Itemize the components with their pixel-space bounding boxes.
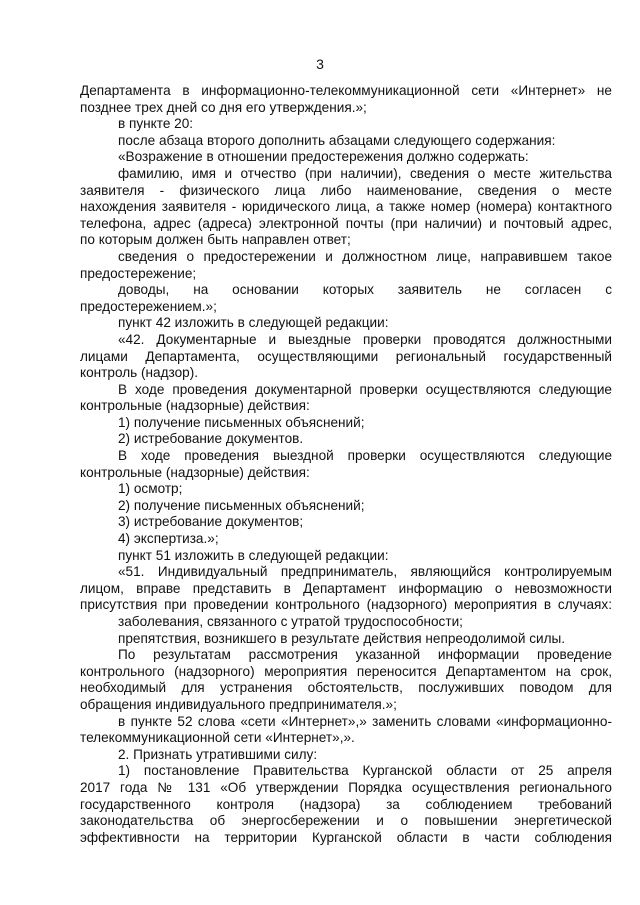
text-line: предостережение; (80, 265, 197, 281)
text-line: законодательства об энергосбережении и о повышении энергетической (80, 813, 612, 829)
text-line: государственного контроля (надзора) за соблюдением требований (80, 796, 612, 812)
text-line: обращения индивидуального предпринимателя.»; (80, 696, 397, 712)
text-line: контрольного (надзорного) мероприятия переносится Департаментом на срок, (80, 663, 612, 679)
text-line: лицами Департамента, осуществляющими региональный государственный (80, 348, 612, 364)
text-line: 2) получение письменных объяснений; (118, 497, 365, 513)
text-line: эффективности на территории Курганской области в части соблюдения (80, 829, 612, 845)
text-line: «51. Индивидуальный предприниматель, являющийся контролируемым (118, 564, 612, 580)
text-line: фамилию, имя и отчество (при наличии), сведения о месте жительства (118, 165, 612, 181)
text-line: 2017 года № 131 «Об утверждении Порядка осуществления регионального (80, 779, 612, 795)
text-line: В ходе проведения документарной проверки осуществляются следующие (118, 381, 612, 397)
text-line: в пункте 20: (118, 116, 194, 132)
text-line: нахождения заявителя - юридического лица, а также номер (номера) контактного (80, 199, 612, 215)
text-line: препятствия, возникшего в результате действия непреодолимой силы. (118, 630, 566, 646)
text-line: позднее трех дней со дня его утверждения.»; (80, 99, 367, 115)
text-line: телефона, адрес (адреса) электронной почты (при наличии) и почтовый адрес, (80, 215, 612, 231)
text-line: заболевания, связанного с утратой трудоспособности; (118, 614, 463, 629)
text-line: необходимый для устранения обстоятельств, послуживших поводом для (80, 680, 612, 696)
text-line: присутствия при проведении контрольного (надзорного) мероприятия в случаях: (80, 597, 612, 613)
text-line: пункт 51 изложить в следующей редакции: (118, 547, 389, 563)
text-line: сведения о предостережении и должностном лице, направившем такое (118, 248, 612, 264)
text-line: 2) истребование документов. (118, 431, 304, 447)
text-line: лицом, вправе представить в Департамент информацию о невозможности (80, 580, 612, 596)
text-line: 1) постановление Правительства Курганской области от 25 апреля (118, 763, 612, 779)
text-line: телекоммуникационной сети «Интернет»,». (80, 730, 355, 746)
document-body (80, 83, 612, 846)
text-line: 3) истребование документов; (118, 514, 304, 530)
text-line: контрольные (надзорные) действия: (80, 398, 310, 414)
text-line: 4) экспертиза.»; (118, 531, 219, 547)
text-line: заявителя - физического лица либо наименование, сведения о месте (80, 182, 612, 198)
page-number: 3 (316, 56, 324, 72)
text-line: предостережением.»; (80, 298, 217, 314)
text-line: после абзаца второго дополнить абзацами следующего содержания: (118, 132, 556, 148)
text-line: Департамента в информационно-телекоммуникационной сети «Интернет» не (80, 83, 612, 98)
text-line: «42. Документарные и выездные проверки проводятся должностными (118, 331, 612, 347)
text-line: 1) осмотр; (118, 481, 183, 497)
text-line: контроль (надзор). (80, 365, 199, 381)
text-line: контрольные (надзорные) действия: (80, 464, 310, 480)
text-line: «Возражение в отношении предостережения должно содержать: (118, 149, 529, 165)
text-line: 1) получение письменных объяснений; (118, 414, 365, 430)
text-line: в пункте 52 слова «сети «Интернет»,» заменить словами «информационно- (118, 713, 612, 729)
text-line: пункт 42 изложить в следующей редакции: (118, 315, 389, 331)
text-line: По результатам рассмотрения указанной информации проведение (118, 647, 612, 663)
text-line: 2. Признать утратившими силу: (118, 746, 318, 762)
text-line: В ходе проведения выездной проверки осуществляются следующие (118, 448, 612, 464)
text-line: доводы, на основании которых заявитель не согласен с (118, 282, 612, 298)
text-line: по которым должен быть направлен ответ; (80, 232, 351, 248)
